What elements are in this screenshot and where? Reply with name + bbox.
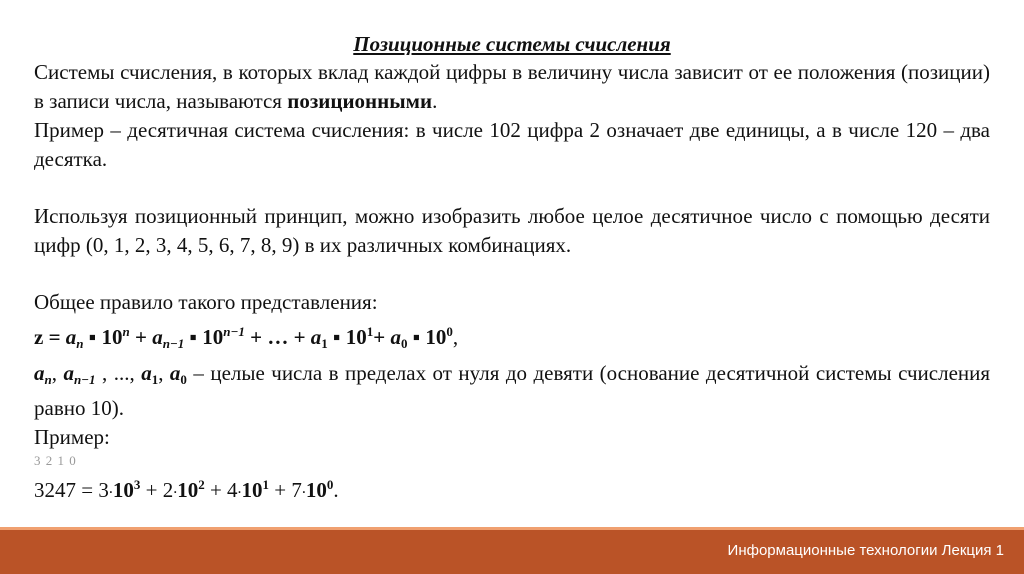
example-label: Пример: (34, 425, 110, 449)
spacer (34, 260, 990, 288)
general-formula: $z = a_n$ ▪ $10^n + a_{n-1}$ ▪ $10^{n-1}$ + … + $a_1$ ▪ $10^1+ a_0$ ▪ $10^0$, (34, 324, 459, 351)
footer-text: Информационные технологии Лекция 1 (727, 542, 1004, 559)
definition-text: Системы счисления, в которых вклад каждой цифры в величину числа зависит от ее положения (позиции) в записи числа, называются (34, 60, 990, 113)
paragraph-example: Пример – десятичная система счисления: в числе 102 цифра 2 означает две единицы, а в числе 120 – два десятка. (34, 118, 990, 171)
definition-bold-term: позиционными (287, 89, 433, 113)
spacer (34, 174, 990, 202)
paragraph-rule: Общее правило такого представления: (34, 290, 378, 314)
paragraph-principle: Используя позиционный принцип, можно изобразить любое целое десятичное число с помощью десяти цифр (0, 1, 2, 3, 4, 5, 6, 7, 8, 9) в их различных комбинациях. (34, 204, 990, 257)
digit-positions: 3 2 1 0 (34, 453, 77, 468)
slide-body (34, 30, 990, 505)
example-equation: $3247 = 3.10^3 + 2.10^2 + 4.10^1 + 7.10^0$. (34, 477, 339, 502)
paragraph-definition (34, 58, 990, 116)
definition-end: . (432, 89, 438, 113)
footer-bar (0, 530, 1024, 574)
slide-title: Позиционные системы счисления (353, 32, 671, 56)
variables-description: $a_n$, $a_{n-1}$ , ..., $a_1$, $a_0$ – целые числа в пределах от нуля до девяти (основание десятичной системы счисления равно 10). (34, 361, 991, 420)
